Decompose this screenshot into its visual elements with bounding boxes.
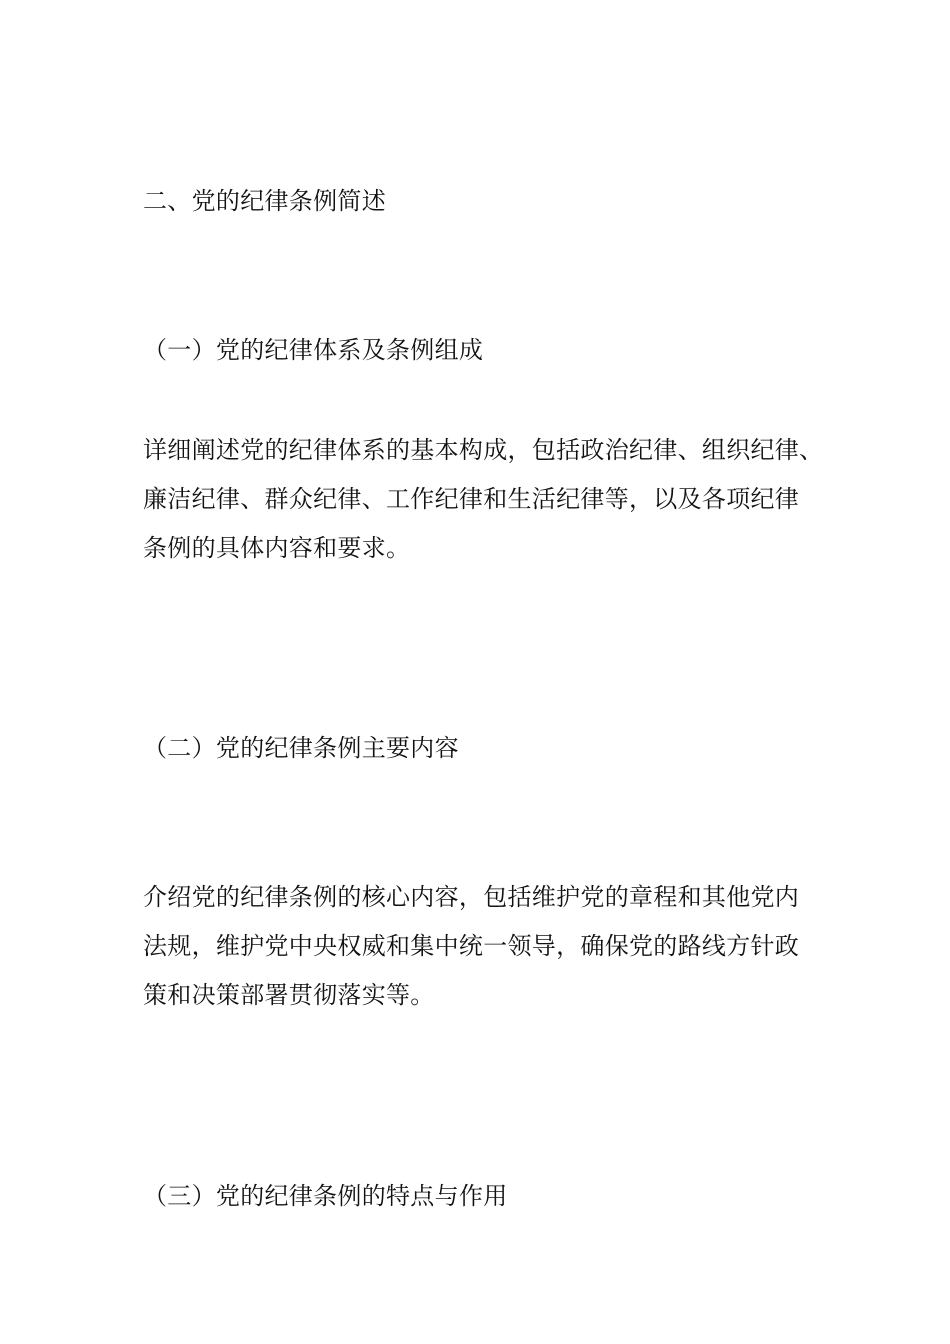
body-line: 介绍党的纪律条例的核心内容，包括维护党的章程和其他党内 [143,883,800,911]
subsection-body-2 [143,873,823,1020]
subsection-heading-2: （二）党的纪律条例主要内容 [143,734,459,762]
body-line: 法规，维护党中央权威和集中统一领导，确保党的路线方针政 [143,932,800,960]
subsection-heading-1: （一）党的纪律体系及条例组成 [143,336,484,364]
subsection-heading-3: （三）党的纪律条例的特点与作用 [143,1182,508,1210]
body-line: 条例的具体内容和要求。 [143,534,411,562]
body-line: 廉洁纪律、群众纪律、工作纪律和生活纪律等，以及各项纪律 [143,485,800,513]
body-line: 策和决策部署贯彻落实等。 [143,981,435,1009]
subsection-body-1 [143,426,823,573]
body-line: 详细阐述党的纪律体系的基本构成，包括政治纪律、组织纪律、 [143,436,824,464]
section-title: 二、党的纪律条例简述 [143,187,386,215]
